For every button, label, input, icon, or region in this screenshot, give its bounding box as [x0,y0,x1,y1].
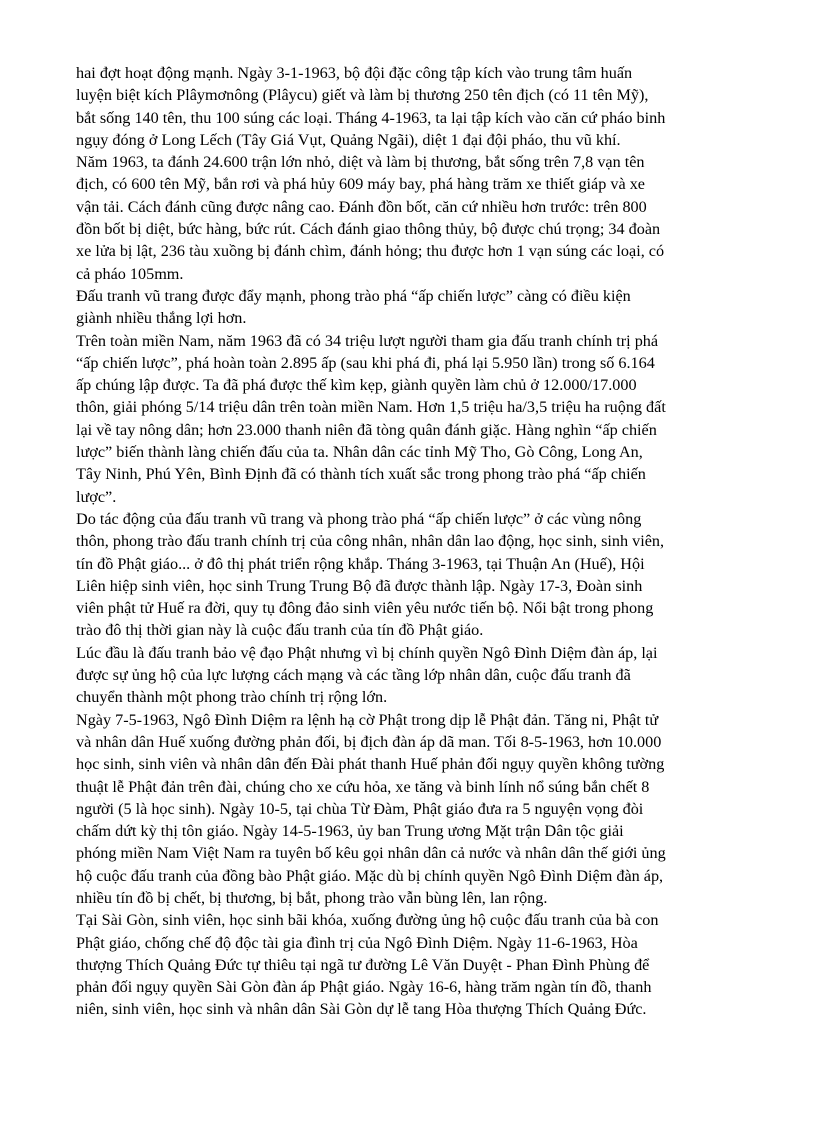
text-line: thượng Thích Quảng Đức tự thiêu tại ngã tư đường Lê Văn Duyệt - Phan Đình Phùng để [76,955,650,974]
text-line: hộ cuộc đấu tranh của đồng bào Phật giáo. Mặc dù bị chính quyền Ngô Đình Diệm đàn áp, [76,866,664,885]
text-line: trào đô thị thời gian này là cuộc đấu tranh của tín đồ Phật giáo. [76,621,484,640]
paragraph [76,508,754,642]
text-line: chuyển thành một phong trào chính trị rộng lớn. [76,688,388,707]
text-line: thuật lễ Phật đản trên đài, chúng cho xe cứu hỏa, xe tăng và binh lính nổ súng bắn chết 8 [76,777,650,796]
paragraph [76,909,754,1020]
text-line: phóng miền Nam Việt Nam ra tuyên bố kêu gọi nhân dân cả nước và nhân dân thế giới ủng [76,844,666,863]
text-line: phản đối ngụy quyền Sài Gòn đàn áp Phật giáo. Ngày 16-6, hàng trăm ngàn tín đồ, thanh [76,978,652,997]
text-line: viên phật tử Huế ra đời, quy tụ đông đảo sinh viên yêu nước tiến bộ. Nổi bật trong phong [76,599,654,618]
text-line: lược” biến thành làng chiến đấu của ta. Nhân dân các tỉnh Mỹ Tho, Gò Công, Long An, [76,443,643,462]
paragraph [76,642,754,709]
paragraph [76,709,754,910]
text-line: chấm dứt kỳ thị tôn giáo. Ngày 14-5-1963, ủy ban Trung ương Mặt trận Dân tộc giải [76,822,624,841]
text-line: Do tác động của đấu tranh vũ trang và phong trào phá “ấp chiến lược” ở các vùng nông [76,509,642,528]
text-line: tín đồ Phật giáo... ở đô thị phát triển rộng khắp. Tháng 3-1963, tại Thuận An (Huế), Hội [76,554,645,573]
text-line: xe lửa bị lật, 236 tàu xuồng bị đánh chìm, đánh hỏng; thu được hơn 1 vạn súng các loại, có [76,242,665,261]
text-line: học sinh, sinh viên và nhân dân đến Đài phát thanh Huế phản đối ngụy quyền không tường [76,755,665,774]
text-line: lược”. [76,487,117,506]
paragraph [76,330,754,508]
text-line: luyện biệt kích Plâymơnông (Plâycu) giết và làm bị thương 250 tên địch (có 11 tên Mỹ), [76,86,649,105]
text-line: Lúc đầu là đấu tranh bảo vệ đạo Phật nhưng vì bị chính quyền Ngô Đình Diệm đàn áp, lại [76,643,658,662]
paragraph [76,285,754,330]
text-line: thôn, phong trào đấu tranh chính trị của công nhân, nhân dân lao động, học sinh, sinh viên, [76,532,665,551]
text-line: Trên toàn miền Nam, năm 1963 đã có 34 triệu lượt người tham gia đấu tranh chính trị phá [76,331,659,350]
text-line: hai đợt hoạt động mạnh. Ngày 3-1-1963, bộ đội đặc công tập kích vào trung tâm huấn [76,64,633,82]
text-line: ấp chúng lập được. Ta đã phá được thế kìm kẹp, giành quyền làm chủ ở 12.000/17.000 [76,376,637,395]
text-line: thôn, giải phóng 5/14 triệu dân trên toàn miền Nam. Hơn 1,5 triệu ha/3,5 triệu ha ruộng đất [76,398,666,417]
text-line: ngụy đóng ở Long Lếch (Tây Giá Vụt, Quảng Ngãi), diệt 1 đại đội pháo, thu vũ khí. [76,130,621,149]
text-line: Ngày 7-5-1963, Ngô Đình Diệm ra lệnh hạ cờ Phật trong dịp lễ Phật đản. Tăng ni, Phật tử [76,710,659,729]
text-line: giành nhiều thắng lợi hơn. [76,309,247,328]
text-line: Liên hiệp sinh viên, học sinh Trung Trung Bộ đã được thành lập. Ngày 17-3, Đoàn sinh [76,576,643,595]
text-line: và nhân dân Huế xuống đường phản đối, bị địch đàn áp dã man. Tối 8-5-1963, hơn 10.000 [76,732,662,751]
text-line: Phật giáo, chống chế độ độc tài gia đình trị của Ngô Đình Diệm. Ngày 11-6-1963, Hòa [76,933,638,952]
text-line: Năm 1963, ta đánh 24.600 trận lớn nhỏ, diệt và làm bị thương, bắt sống trên 7,8 vạn tên [76,153,645,172]
text-line: vận tải. Cách đánh cũng được nâng cao. Đánh đồn bốt, căn cứ nhiều hơn trước: trên 800 [76,197,647,216]
text-line: được sự ủng hộ của lực lượng cách mạng và các tầng lớp nhân dân, cuộc đấu tranh đã [76,666,631,685]
text-line: địch, có 600 tên Mỹ, bắn rơi và phá hủy 609 máy bay, phá hàng trăm xe thiết giáp và xe [76,175,645,194]
paragraph [76,62,754,151]
text-line: nhiều tín đồ bị chết, bị thương, bị bắt, phong trào vẫn bùng lên, lan rộng. [76,888,548,907]
text-line: Tây Ninh, Phú Yên, Bình Định đã có thành tích xuất sắc trong phong trào phá “ấp chiến [76,465,646,484]
paragraph [76,151,754,285]
text-line: người (5 là học sinh). Ngày 10-5, tại chùa Từ Đàm, Phật giáo đưa ra 5 nguyện vọng đòi [76,799,644,818]
text-line: Tại Sài Gòn, sinh viên, học sinh bãi khóa, xuống đường ủng hộ cuộc đấu tranh của bà con [76,911,659,930]
text-line: đồn bốt bị diệt, bức hàng, bức rút. Cách đánh giao thông thủy, bộ được chú trọng; 34 đoàn [76,220,661,239]
text-line: niên, sinh viên, học sinh và nhân dân Sài Gòn dự lễ tang Hòa thượng Thích Quảng Đức. [76,1000,647,1019]
text-line: cả pháo 105mm. [76,264,184,283]
document-page [76,62,754,1021]
text-line: bắt sống 140 tên, thu 100 súng các loại. Tháng 4-1963, ta lại tập kích vào căn cứ pháo binh [76,108,666,127]
text-line: Đấu tranh vũ trang được đẩy mạnh, phong trào phá “ấp chiến lược” càng có điều kiện [76,286,631,305]
text-line: “ấp chiến lược”, phá hoàn toàn 2.895 ấp (sau khi phá đi, phá lại 5.950 lần) trong số 6.164 [76,353,655,372]
text-line: lại về tay nông dân; hơn 23.000 thanh niên đã tòng quân đánh giặc. Hàng nghìn “ấp chiến [76,420,657,439]
